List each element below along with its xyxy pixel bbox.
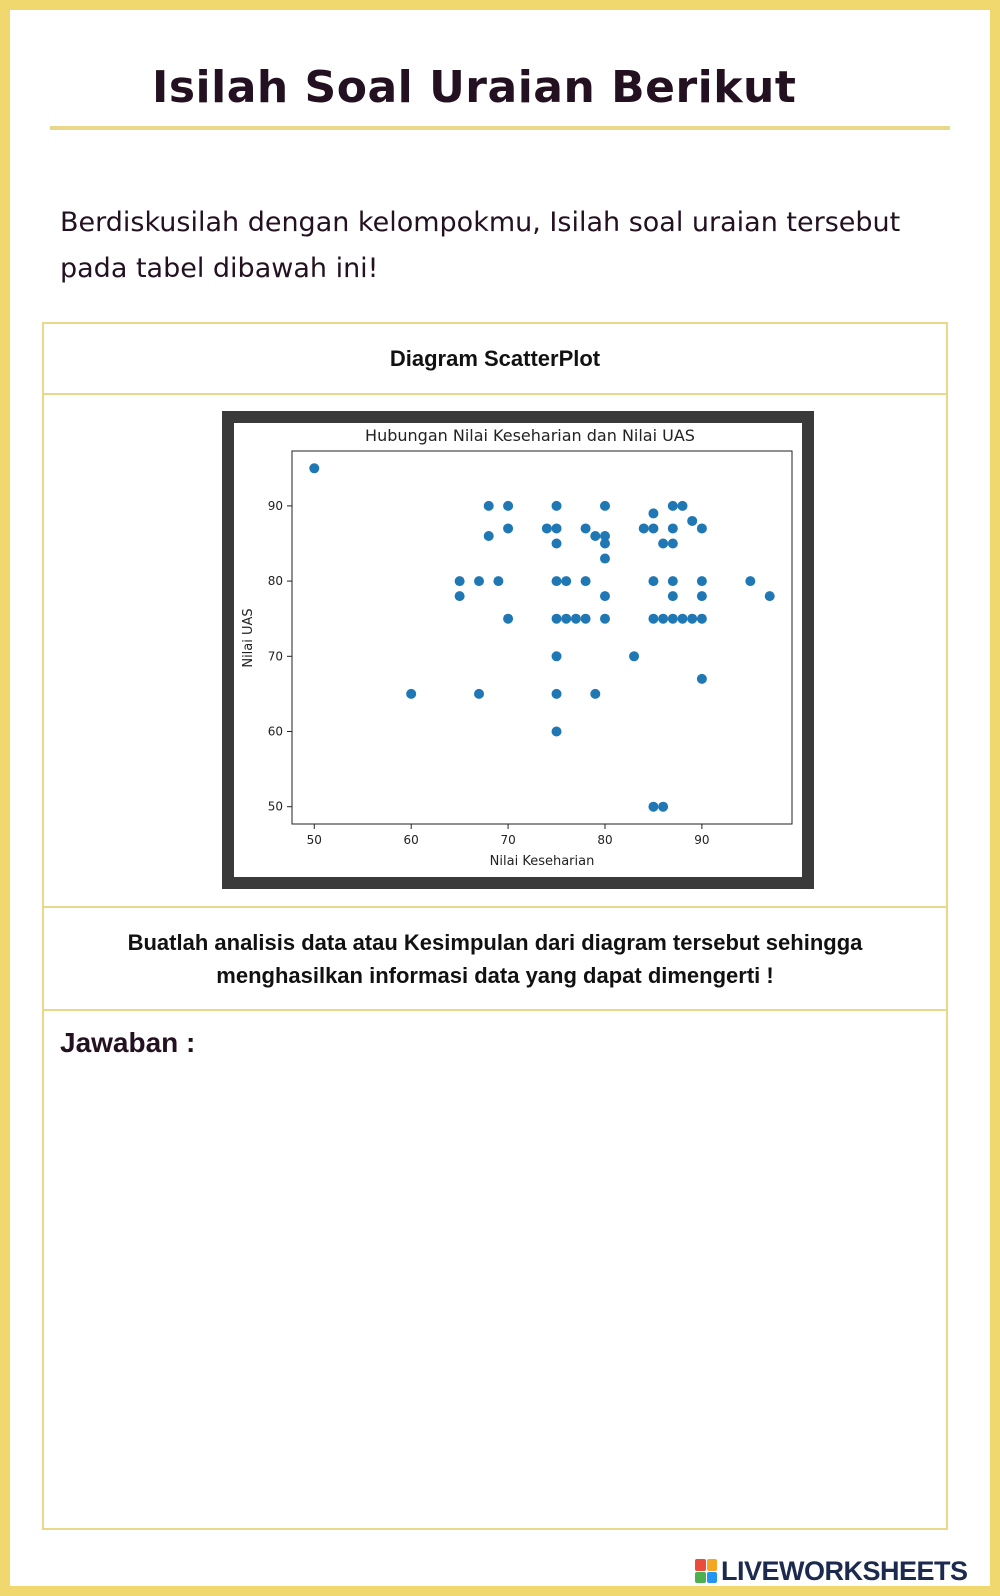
scatter-point [561, 614, 571, 624]
scatter-point [503, 501, 513, 511]
answer-label: Jawaban : [60, 1027, 196, 1058]
scatter-point [581, 523, 591, 533]
scatter-chart-frame [222, 411, 814, 889]
scatter-point [697, 576, 707, 586]
liveworksheets-logo-icon [695, 1559, 717, 1583]
y-tick-label: 60 [267, 724, 283, 739]
scatter-point [581, 614, 591, 624]
scatter-point [474, 689, 484, 699]
answer-input[interactable] [60, 1073, 928, 1513]
logo-square-red [695, 1559, 706, 1571]
scatter-point [745, 576, 755, 586]
scatter-point [629, 651, 639, 661]
scatter-point [668, 614, 678, 624]
scatter-point [474, 576, 484, 586]
x-axis-label: Nilai Keseharian [489, 854, 595, 869]
page-title: Isilah Soal Uraian Berikut [152, 62, 797, 113]
answer-row [44, 1011, 946, 1528]
y-axis [268, 499, 292, 814]
scatter-point [600, 591, 610, 601]
question-text: Buatlah analisis data atau Kesimpulan dari diagram tersebut sehingga menghasilkan informasi data yang dapat dimengerti ! [127, 929, 863, 988]
scatter-point [503, 523, 513, 533]
scatter-point [552, 523, 562, 533]
x-tick-label: 90 [694, 833, 710, 847]
logo-square-orange [707, 1559, 718, 1571]
scatter-point [484, 501, 494, 511]
scatter-point [493, 576, 503, 586]
scatter-point [600, 501, 610, 511]
question-row [44, 908, 946, 1011]
scatter-point [552, 538, 562, 548]
scatter-point [648, 576, 658, 586]
scatter-point [600, 554, 610, 564]
scatter-point [484, 531, 494, 541]
chart-row [44, 395, 946, 908]
scatter-point [648, 614, 658, 624]
worksheet-table [42, 322, 948, 1530]
x-tick-label: 50 [306, 833, 322, 847]
scatter-point [668, 501, 678, 511]
scatter-point [697, 523, 707, 533]
scatter-point [668, 591, 678, 601]
scatter-point [571, 614, 581, 624]
x-tick-label: 80 [597, 833, 613, 847]
scatter-point [697, 674, 707, 684]
title-underline [50, 126, 950, 130]
brand-name: LIVEWORKSHEETS [721, 1555, 968, 1586]
scatter-point [668, 538, 678, 548]
scatter-point [668, 523, 678, 533]
table-header-row [44, 324, 946, 395]
scatter-point [455, 591, 465, 601]
scatter-point [552, 576, 562, 586]
scatter-point [552, 501, 562, 511]
scatter-point [455, 576, 465, 586]
chart-title: Hubungan Nilai Keseharian dan Nilai UAS [365, 426, 695, 445]
table-header-label: Diagram ScatterPlot [389, 345, 601, 371]
y-tick-label: 50 [267, 799, 283, 814]
scatter-point [561, 576, 571, 586]
logo-square-blue [707, 1572, 718, 1584]
scatter-point [406, 689, 416, 699]
scatter-point [552, 651, 562, 661]
y-tick-label: 70 [267, 649, 283, 664]
x-tick-label: 70 [500, 833, 516, 847]
scatter-point [658, 614, 668, 624]
scatter-point [648, 802, 658, 812]
scatter-point [552, 727, 562, 737]
scatter-point [697, 591, 707, 601]
scatter-point [309, 463, 319, 473]
scatter-point [648, 508, 658, 518]
scatter-point [552, 689, 562, 699]
scatter-point [678, 501, 688, 511]
scatter-point [658, 538, 668, 548]
y-tick-label: 80 [267, 574, 283, 589]
scatter-point [687, 614, 697, 624]
scatter-point [600, 614, 610, 624]
y-tick-label: 90 [267, 498, 283, 513]
scatter-point [600, 538, 610, 548]
scatter-point [590, 531, 600, 541]
scatter-point [765, 591, 775, 601]
scatter-point [648, 523, 658, 533]
instruction-text: Berdiskusilah dengan kelompokmu, Isilah soal uraian tersebut pada tabel dibawah ini! [60, 207, 901, 284]
plot-area [292, 451, 792, 824]
logo-square-green [695, 1572, 706, 1584]
scatter-chart [234, 423, 802, 877]
scatter-point [678, 614, 688, 624]
scatter-point [658, 802, 668, 812]
scatter-point [590, 689, 600, 699]
scatter-point [639, 523, 649, 533]
scatter-point [697, 614, 707, 624]
y-axis-label: Nilai UAS [241, 608, 256, 668]
scatter-point [668, 576, 678, 586]
scatter-point [581, 576, 591, 586]
x-axis [307, 824, 710, 847]
scatter-point [542, 523, 552, 533]
scatter-point [503, 614, 513, 624]
scatter-point [687, 516, 697, 526]
x-tick-label: 60 [403, 833, 419, 847]
scatter-point [552, 614, 562, 624]
liveworksheets-brand[interactable] [695, 1556, 968, 1586]
